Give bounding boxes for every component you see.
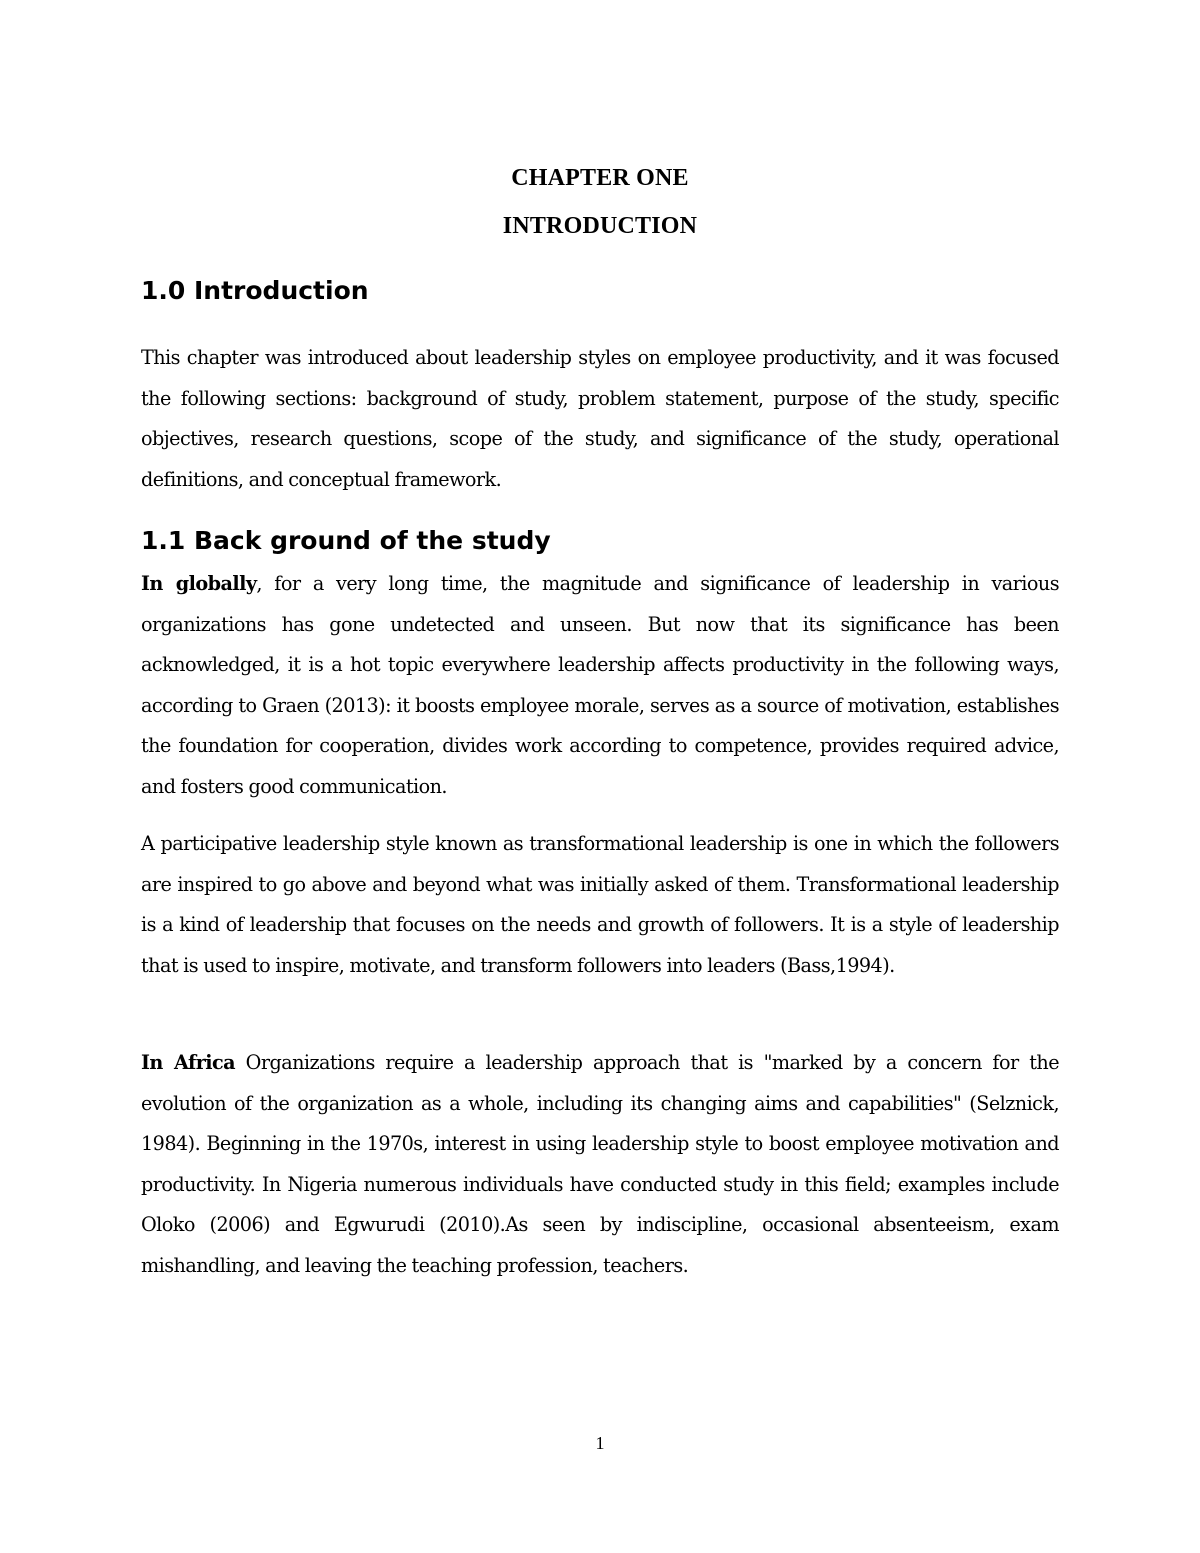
- chapter-title: INTRODUCTION: [502, 213, 698, 239]
- chapter-label: CHAPTER ONE: [511, 165, 689, 191]
- background-paragraph-global: [141, 564, 1059, 808]
- section-heading-introduction: 1.0 Introduction: [141, 276, 369, 305]
- paragraph-body-global: , for a very long time, the magnitude and significance of leadership in various organizations has gone undetected and unseen. But now that its significance has been acknowledged, it is a hot topic everywhere leadership affects productivity in the following ways, according to Graen (2013): it boosts employee morale, serves as a source of motivation, establishes the foundation for cooperation, divides work according to competence, provides required advice, and fosters good communication.: [141, 572, 1059, 798]
- paragraph-lead-global: In globally: [141, 572, 257, 595]
- introduction-paragraph: This chapter was introduced about leadership styles on employee productivity, and it was focused the following sections: background of study, problem statement, purpose of the study, specific objectives, research questions, scope of the study, and significance of the study, operational definitions, and conceptual framework.: [141, 346, 1059, 491]
- section-heading-background: 1.1 Back ground of the study: [141, 526, 551, 555]
- background-paragraph-africa: [141, 1043, 1059, 1287]
- paragraph-lead-africa: In Africa: [141, 1051, 236, 1074]
- paragraph-body-africa: Organizations require a leadership approach that is "marked by a concern for the evolution of the organization as a whole, including its changing aims and capabilities" (Selznick, 1984). Beginning in the 1970s, interest in using leadership style to boost employee motivation and productivity. In Nigeria numerous individuals have conducted study in this field; examples include Oloko (2006) and Egwurudi (2010).As seen by indiscipline, occasional absenteeism, exam mishandling, and leaving the teaching profession, teachers.: [141, 1051, 1059, 1277]
- background-paragraph-transformational: A participative leadership style known as transformational leadership is one in which the followers are inspired to go above and beyond what was initially asked of them. Transformational leadership is a kind of leadership that focuses on the needs and growth of followers. It is a style of leadership that is used to inspire, motivate, and transform followers into leaders (Bass,1994).: [141, 832, 1059, 977]
- page-number: 1: [595, 1433, 605, 1453]
